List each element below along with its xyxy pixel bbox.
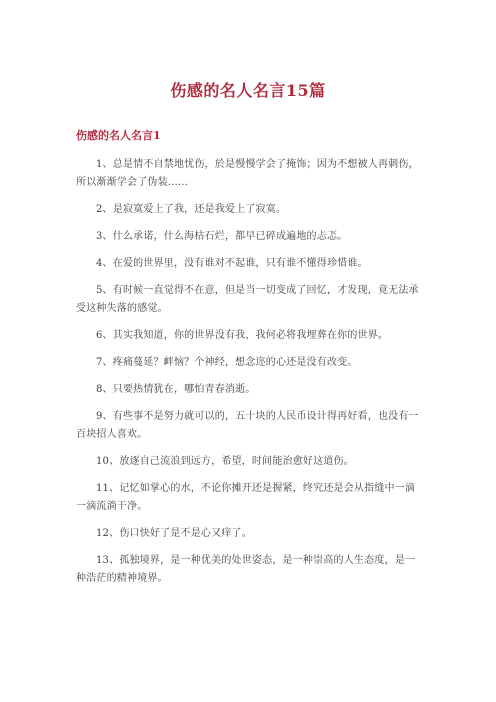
quote-item: 9、有些事不是努力就可以的，五十块的人民币设计得再好看，也没有一百块招人喜欢。 — [76, 411, 419, 440]
quote-list — [76, 156, 420, 588]
quote-item: 13、孤独境界，是一种优美的处世姿态，是一种崇高的人生态度，是一种浩茫的精神境界。 — [76, 555, 416, 584]
page-title: 伤感的名人名言15篇 — [170, 81, 326, 100]
quote-item: 10、放逐自己流浪到远方，希望，时间能治愈好这道伤。 — [96, 456, 354, 467]
quote-item: 7、疼痛蔓延？衅恼？个神经，想念迩的心还是没有改变。 — [96, 357, 358, 368]
quote-item: 3、什么承诺，什么海枯石烂，都早已碎成遍地的忐忑。 — [96, 231, 348, 242]
quote-item: 2、是寂寞爱上了我，还是我爱上了寂寞。 — [96, 204, 287, 215]
quote-item: 8、只要热情犹在，哪怕青春消逝。 — [96, 384, 256, 395]
quote-item: 5、有时候一直觉得不在意，但是当一切变成了回忆，才发现，竟无法承受这种失落的感觉。 — [76, 285, 419, 314]
quote-item: 4、在爱的世界里，没有谁对不起谁，只有谁不懂得珍惜谁。 — [96, 258, 368, 269]
quote-item: 1、总是情不自禁地忧伤，於是慢慢学会了掩饰；因为不想被人再刺伤，所以渐渐学会了伪装...... — [76, 159, 419, 188]
quote-item: 12、伤口快好了是不是心又痒了。 — [96, 528, 252, 539]
section-heading: 伤感的名人名言1 — [76, 129, 161, 142]
quote-item: 6、其实我知道，你的世界没有我，我何必将我埋葬在你的世界。 — [96, 330, 389, 341]
quote-item: 11、记忆如掌心的水，不论你摊开还是握紧，终究还是会从指缝中一滴一滴流淌干净。 — [76, 483, 416, 512]
